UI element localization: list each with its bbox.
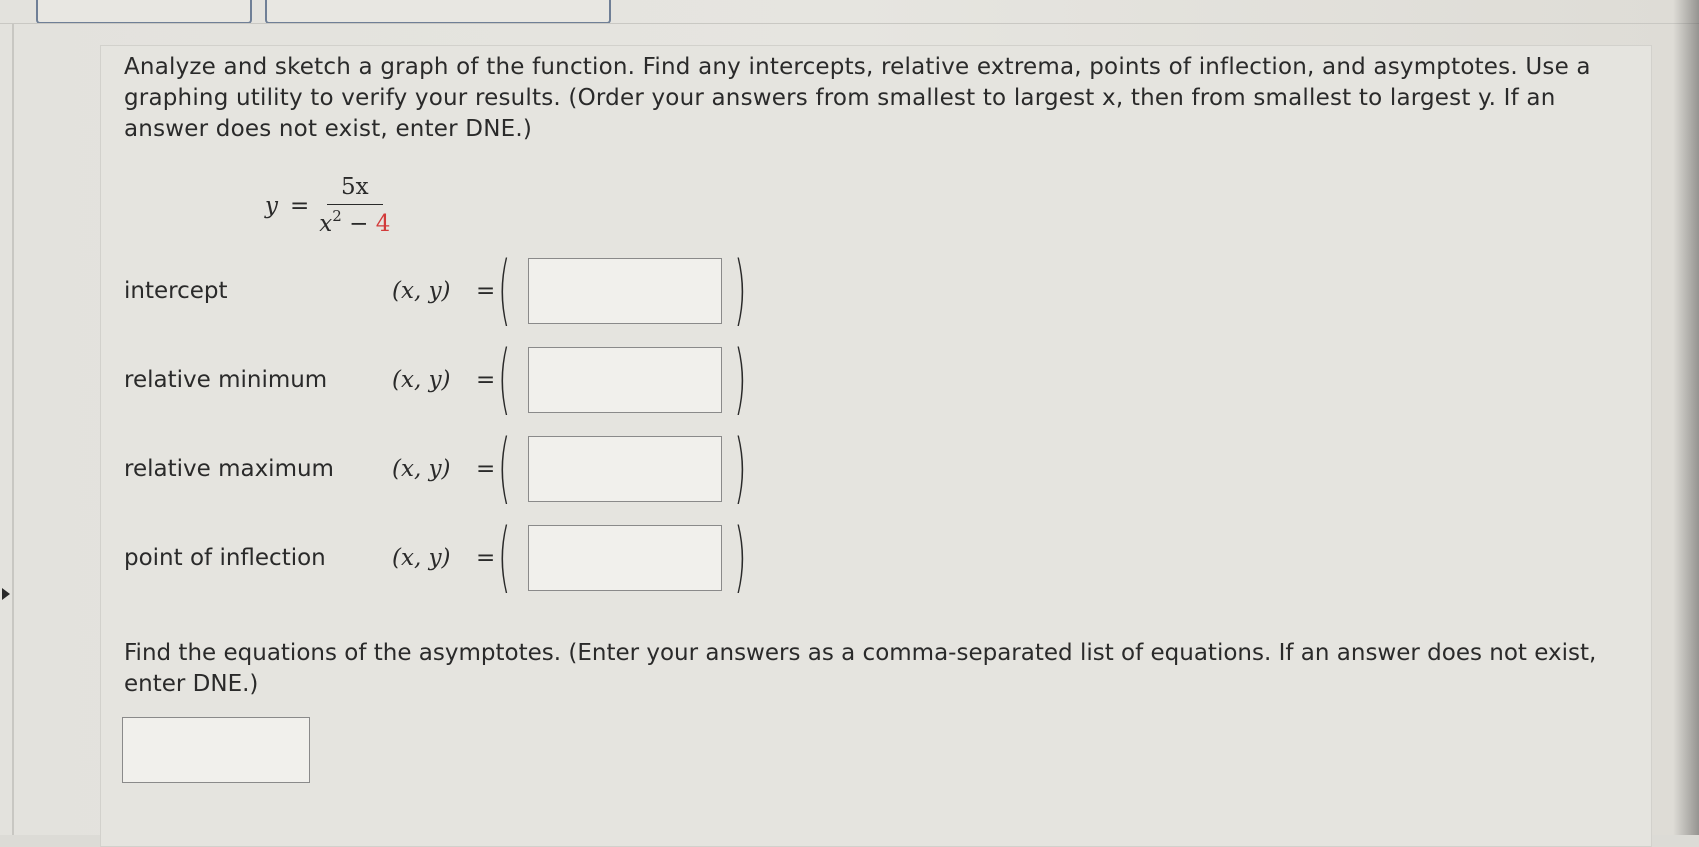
asymptotes-prompt: Find the equations of the asymptotes. (Enter your answers as a comma-separated list of equations. If an answer does not exist, enter DNE.)	[124, 640, 1597, 697]
left-paren: (	[498, 332, 511, 425]
answer-row-relative-maximum	[124, 421, 764, 514]
row-label: point of inflection	[124, 545, 326, 571]
answer-row-point-of-inflection	[124, 510, 764, 603]
row-equals: =	[476, 367, 496, 393]
row-coordinate-label: (x, y)	[392, 278, 451, 304]
row-coordinate-label: (x, y)	[392, 545, 451, 571]
intercept-input[interactable]	[528, 258, 722, 324]
right-paren: )	[734, 243, 747, 336]
left-border	[12, 24, 14, 835]
equation-numerator: 5x	[327, 174, 383, 205]
row-label: relative maximum	[124, 456, 334, 482]
relative-minimum-input[interactable]	[528, 347, 722, 413]
row-equals: =	[476, 456, 496, 482]
denominator-exponent: 2	[332, 207, 342, 225]
right-paren: )	[734, 332, 747, 425]
row-label: relative minimum	[124, 367, 328, 393]
denominator-operator: −	[341, 211, 376, 237]
question-instructions: Analyze and sketch a graph of the function. Find any intercepts, relative extrema, points of inflection, and asymptotes. Use a graphing utility to verify your results. (Order your answers from smallest to largest x, then from smallest to largest y. If an answer does not exist, enter DNE.)	[124, 54, 1591, 142]
equation-lhs: y	[265, 192, 278, 219]
equation-denominator	[319, 205, 390, 237]
point-of-inflection-input[interactable]	[528, 525, 722, 591]
top-tab-2[interactable]	[265, 0, 611, 24]
asymptotes-input[interactable]	[122, 717, 310, 783]
top-tab-1[interactable]	[36, 0, 252, 24]
right-paren: )	[734, 421, 747, 514]
answer-row-relative-minimum	[124, 332, 764, 425]
row-label: intercept	[124, 278, 228, 304]
right-paren: )	[734, 510, 747, 603]
row-coordinate-label: (x, y)	[392, 456, 451, 482]
row-equals: =	[476, 278, 496, 304]
left-paren: (	[498, 243, 511, 336]
equation-equals: =	[290, 192, 310, 219]
relative-maximum-input[interactable]	[528, 436, 722, 502]
equation-fraction	[319, 174, 390, 237]
denominator-variable: x	[319, 211, 333, 237]
function-equation	[265, 174, 390, 237]
screen-edge-shadow	[1673, 0, 1699, 835]
mouse-cursor-icon	[2, 588, 10, 600]
denominator-constant: 4	[375, 211, 391, 237]
top-divider	[0, 23, 1699, 24]
row-coordinate-label: (x, y)	[392, 367, 451, 393]
left-paren: (	[498, 510, 511, 603]
row-equals: =	[476, 545, 496, 571]
left-paren: (	[498, 421, 511, 514]
answer-row-intercept	[124, 243, 764, 336]
